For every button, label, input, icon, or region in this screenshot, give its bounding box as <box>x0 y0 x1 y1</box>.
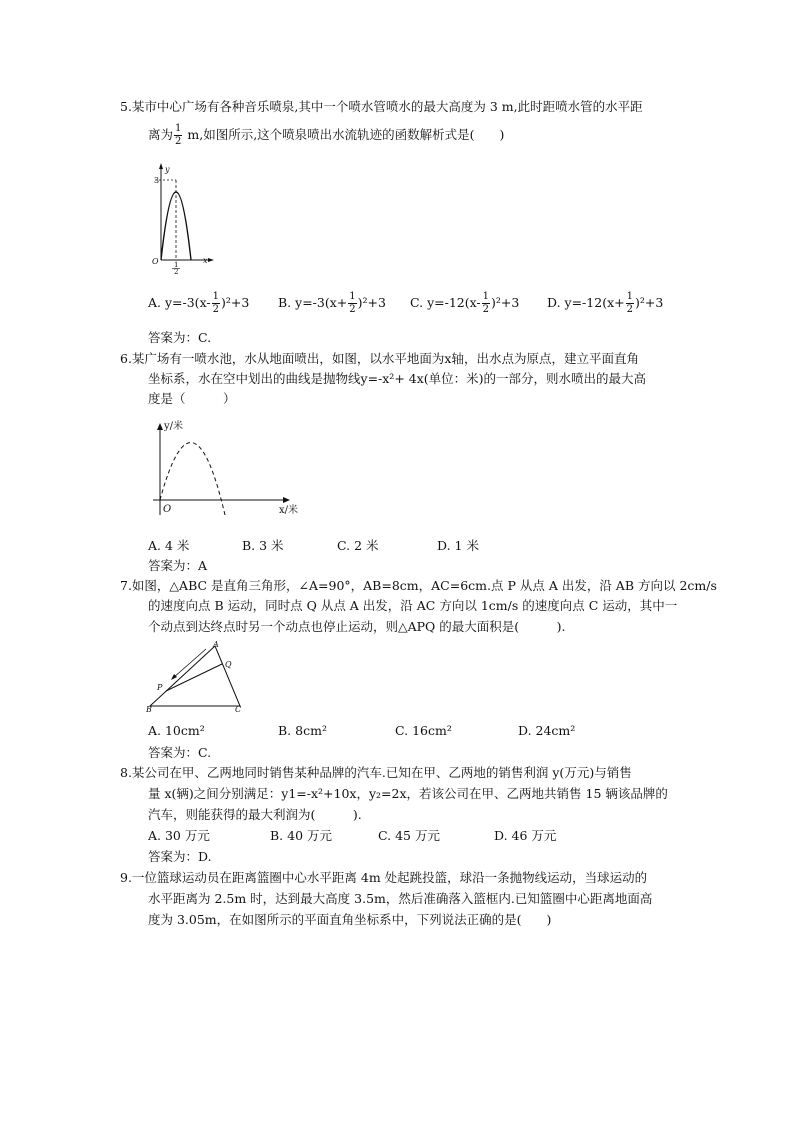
q5-x-label: x <box>203 256 208 265</box>
frac-num: 1 <box>212 291 219 302</box>
q7-line3: 个动点到达终点时另一个动点也停止运动，则△APQ 的最大面积是( ). <box>148 619 566 634</box>
q7-option-b[interactable]: B. 8cm² <box>278 723 327 738</box>
q5-option-d-post: )²+3 <box>634 295 664 310</box>
q7-option-d[interactable]: D. 24cm² <box>518 723 576 738</box>
q5-line2-pre: 离为 <box>148 127 174 142</box>
frac-den: 2 <box>626 304 633 315</box>
q7-figure <box>145 640 255 715</box>
frac-num: 1 <box>349 291 356 302</box>
q6-line1: 6.某广场有一喷水池，水从地面喷出，如图，以水平地面为x轴，出水点为原点，建立平面直角 <box>120 351 639 366</box>
q7-label-q: Q <box>225 660 232 669</box>
q8-answer: 答案为：D. <box>148 849 212 864</box>
q5-option-a-frac <box>212 292 220 315</box>
q8-option-c[interactable]: C. 45 万元 <box>378 828 440 843</box>
q7-label-p: P <box>157 683 163 692</box>
q5-option-b[interactable] <box>278 292 386 315</box>
q8-line1: 8.某公司在甲、乙两地同时销售某种品牌的汽车.已知在甲、乙两地的销售利润 y(万元)与销售 <box>120 765 632 780</box>
q8-option-a[interactable]: A. 30 万元 <box>148 828 210 843</box>
q5-x-tick-num: 1 <box>174 261 179 269</box>
q7-line2: 的速度向点 B 运动，同时点 Q 从点 A 出发，沿 AC 方向以 1cm/s 的速度向点 C 运动，其中一 <box>148 598 678 613</box>
q5-option-b-pre: B. y=-3(x+ <box>278 295 348 310</box>
q5-option-d[interactable] <box>547 292 663 315</box>
q5-graph <box>145 160 220 275</box>
q9-line2: 水平距离为 2.5m 时，达到最大高度 3.5m，然后准确落入篮框内.已知篮圈中心距离地面高 <box>148 891 653 906</box>
q6-option-d[interactable]: D. 1 米 <box>437 538 479 553</box>
q6-answer: 答案为：A <box>148 558 208 573</box>
q7-option-c[interactable]: C. 16cm² <box>395 723 452 738</box>
frac-den: 2 <box>349 304 356 315</box>
q7-line1: 7.如图，△ABC 是直角三角形，∠A=90°，AB=8cm，AC=6cm.点 P 从点 A 出发，沿 AB 方向以 2cm/s <box>120 578 717 593</box>
q8-line3: 汽车，则能获得的最大利润为( ). <box>148 807 362 822</box>
q5-option-b-post: )²+3 <box>357 295 386 310</box>
q6-line2: 坐标系，水在空中划出的曲线是抛物线y=-x²+ 4x(单位：米)的一部分，则水喷出的最大高 <box>148 371 647 386</box>
q5-line1: 5.某市中心广场有各种音乐喷泉,其中一个喷水管喷水的最大高度为 3 m,此时距喷水管的水平距 <box>120 99 643 114</box>
q6-origin: O <box>163 504 172 515</box>
q5-option-c-frac <box>482 292 490 315</box>
q5-y-tick: 3 <box>154 176 160 185</box>
q5-option-b-frac <box>348 292 356 315</box>
q5-line2-post: m,如图所示,这个喷泉喷出水流轨迹的函数解析式是( ) <box>183 127 505 142</box>
frac-den: 2 <box>212 304 219 315</box>
q5-option-c-pre: C. y=-12(x- <box>410 295 481 310</box>
q5-fraction-den: 2 <box>175 136 182 147</box>
q8-option-b[interactable]: B. 40 万元 <box>270 828 333 843</box>
q5-x-tick-den: 2 <box>174 268 179 276</box>
q5-option-d-frac <box>626 292 634 315</box>
q7-label-a: A <box>213 640 219 649</box>
q5-option-a[interactable] <box>148 292 249 315</box>
frac-den: 2 <box>482 304 490 315</box>
q5-fraction <box>174 124 182 147</box>
q9-line3: 度为 3.05m，在如图所示的平面直角坐标系中，下列说法正确的是( ) <box>148 912 552 927</box>
q6-option-c[interactable]: C. 2 米 <box>337 538 379 553</box>
q5-answer: 答案为：C. <box>148 330 212 345</box>
q6-option-a[interactable]: A. 4 米 <box>148 538 190 553</box>
q5-origin: O <box>152 257 159 266</box>
q7-label-b: B <box>146 705 152 714</box>
q5-option-c-post: )²+3 <box>491 295 520 310</box>
q6-x-label: x/米 <box>279 505 299 516</box>
q5-option-d-pre: D. y=-12(x+ <box>547 295 625 310</box>
q7-label-c: C <box>235 705 242 714</box>
frac-num: 1 <box>626 291 633 302</box>
q5-option-a-pre: A. y=-3(x- <box>148 295 211 310</box>
q6-option-b[interactable]: B. 3 米 <box>242 538 284 553</box>
q7-answer: 答案为：C. <box>148 745 212 760</box>
q5-option-a-post: )²+3 <box>221 295 250 310</box>
q6-line3: 度是（ ） <box>148 391 236 406</box>
q5-fraction-num: 1 <box>175 123 182 134</box>
q8-line2: 量 x(辆)之间分别满足：y1=-x²+10x，y₂=2x，若该公司在甲、乙两地共销售 15 辆该品牌的 <box>148 786 668 801</box>
q6-y-label: y/米 <box>164 421 184 432</box>
q9-line1: 9.一位篮球运动员在距离篮圈中心水平距离 4m 处起跳投篮，球沿一条抛物线运动，当球运动的 <box>120 870 648 885</box>
q8-option-d[interactable]: D. 46 万元 <box>494 828 557 843</box>
q5-option-c[interactable] <box>410 292 519 315</box>
frac-num: 1 <box>482 291 490 302</box>
q7-option-a[interactable]: A. 10cm² <box>148 723 205 738</box>
q5-y-label: y <box>165 165 170 174</box>
q6-graph <box>145 415 305 525</box>
q5-line2 <box>148 124 504 147</box>
